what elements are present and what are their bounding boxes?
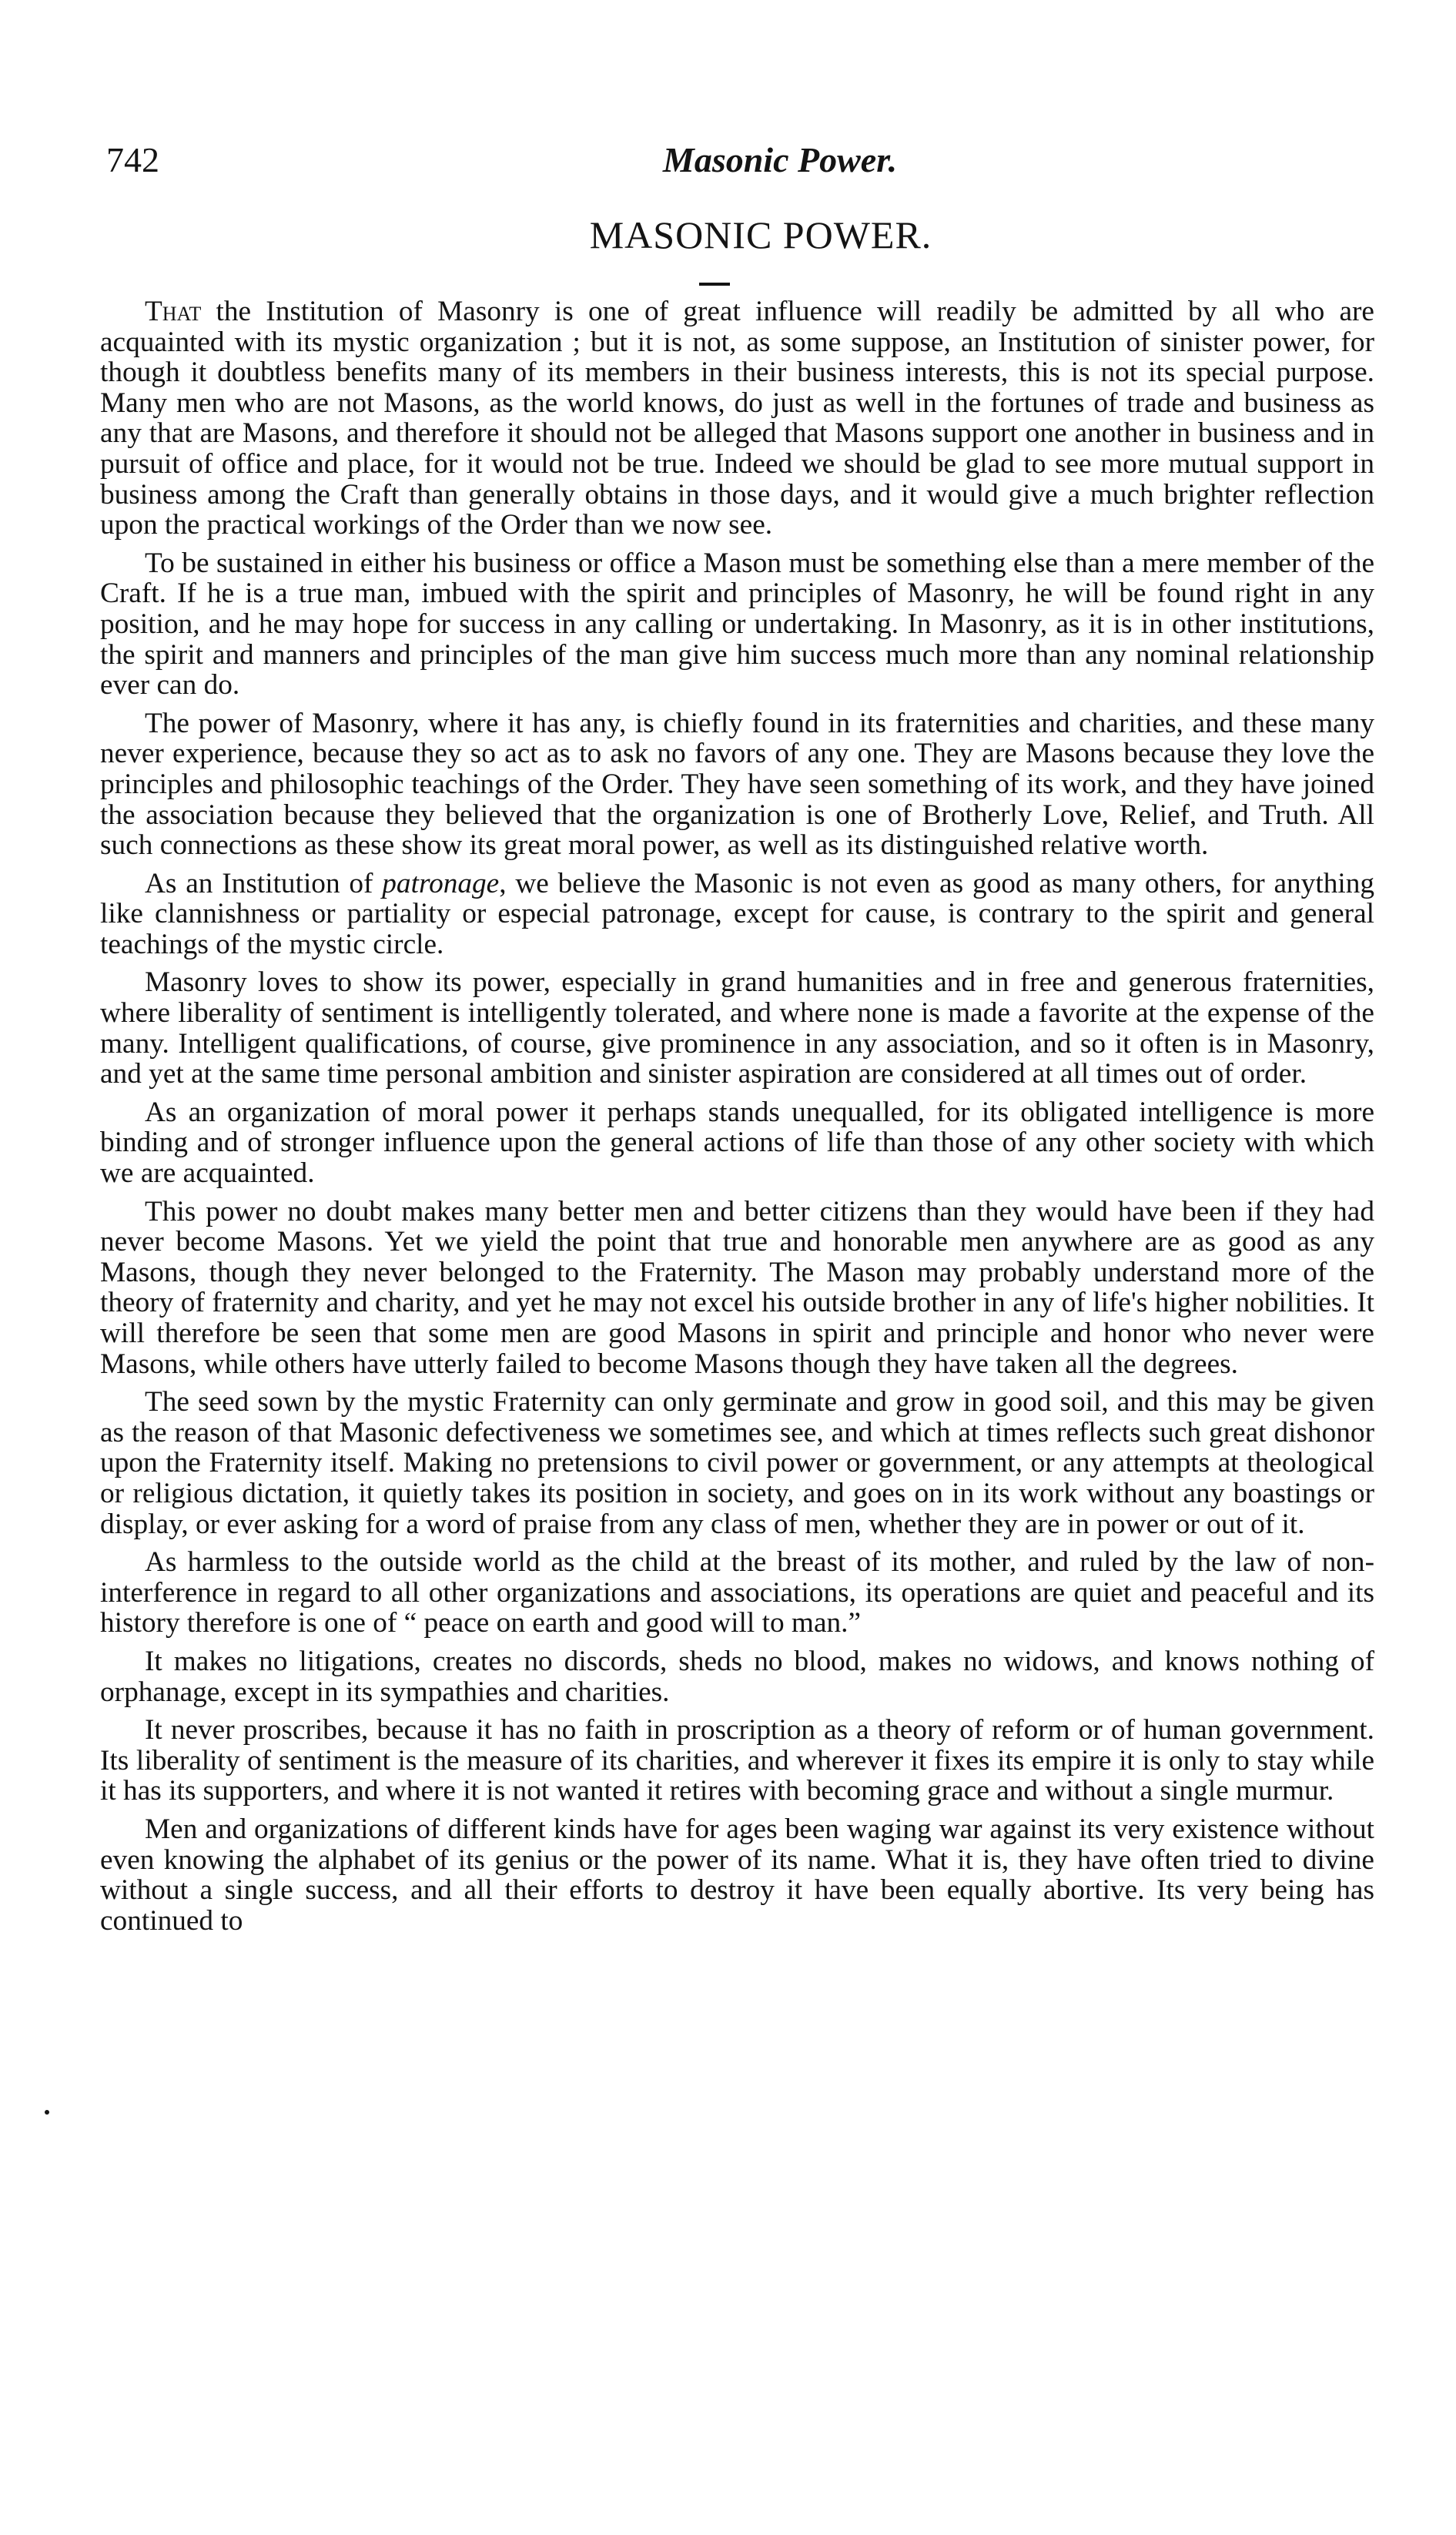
title-rule [699,283,730,286]
paragraph-1 [100,296,1374,541]
page-number: 742 [106,140,159,179]
margin-mark [45,2110,49,2115]
running-title: Masonic Power. [662,140,898,179]
paragraph-6: As an organization of moral power it perhaps stands unequalled, for its obligated intelligence is more binding and of stronger influence upon the general actions of life than those of any other society with which we are acquainted. [100,1096,1374,1190]
paragraph-4 [100,869,1374,960]
article-title: MASONIC POWER. [589,213,932,256]
article-body [100,296,1374,1944]
paragraph-11: It never proscribes, because it has no faith in proscription as a theory of reform or of human government. Its liberality of sentiment is the measure of its charities, and wherever it fixes its empire it is only to stay while it has its supporters, and where it is not wanted it retires with becoming grace and without a single murmur. [100,1714,1374,1807]
paragraph-7: This power no doubt makes many better men and better citizens than they would have been if they had never become Masons. Yet we yield the point that true and honorable men anywhere are as good as any Masons, though they never belonged to the Fraternity. The Mason may probably understand more of the theory of fraternity and charity, and yet he may not excel his outside brother in any of life's higher nobilities. It will therefore be seen that some men are good Masons in spirit and principle and honor who never were Masons, while others have utterly failed to become Masons though they have taken all the degrees. [100,1195,1374,1380]
running-head [106,137,1369,191]
paragraph-10: It makes no litigations, creates no discords, sheds no blood, makes no widows, and knows nothing of orphanage, except in its sympathies and charities. [100,1645,1374,1708]
paragraph-3: The power of Masonry, where it has any, is chiefly found in its fraternities and charities, and these many never experience, because they so act as to ask no favors of any one. They are Masons because they love the principles and philosophic teachings of the Order. They have seen something of its work, and they have joined the association because they believed that the organization is one of Brotherly Love, Relief, and Truth. All such connections as these show its great moral power, as well as its distinguished relative worth. [100,707,1374,862]
lead-word: That [145,296,202,327]
paragraph-5: Masonry loves to show its power, especially in grand humanities and in free and generous fraternities, where liberality of sentiment is intelligently tolerated, and where none is made a favorite at the expense of the many. Intelligent qualifications, of course, give prominence in any association, and so it often is in Masonry, and yet at the same time personal ambition and sinister aspiration are considered at all times out of order. [100,966,1374,1090]
paragraph-8: The seed sown by the mystic Fraternity can only germinate and grow in good soil, and this may be given as the reason of that Masonic defectiveness we sometimes see, and which at times reflects such great dishonor upon the Fraternity itself. Making no pretensions to civil power or government, or any attempts at theological or religious dictation, it quietly takes its position in society, and goes on in its work without any boastings or display, or ever asking for a word of praise from any class of men, whether they are in power or out of it. [100,1386,1374,1540]
paragraph-9: As harmless to the outside world as the child at the breast of its mother, and ruled by the law of non-interference in regard to all other organizations and associations, its operations are quiet and peaceful and its history therefore is one of “ peace on earth and good will to man.” [100,1546,1374,1639]
paragraph-4-text-before: As an Institution of [145,867,383,899]
paragraph-2: To be sustained in either his business or office a Mason must be something else than a mere member of the Craft. If he is a true man, imbued with the spirit and principles of Masonry, he will be found right in any position, and he may hope for success in any calling or undertaking. In Masonry, as it is in other institutions, the spirit and manners and principles of the man give him success much more than any nominal relationship ever can do. [100,547,1374,702]
paragraph-1-text: the Institution of Masonry is one of great influence will readily be admitted by all who are acquainted with its mystic organization ; but it is not, as some suppose, an Institution of sinister power, for though it doubtless benefits many of its members in their business interests, this is not its special purpose. Many men who are not Masons, as the world knows, do just as well in the fortunes of trade and business as any that are Masons, and therefore it should not be alleged that Masons support one another in business and in pursuit of office and place, for it would not be true. Indeed we should be glad to see more mutual support in business among the Craft than generally obtains in those days, and it would give a much brighter reflection upon the practical workings of the Order than we now see. [100,296,1374,541]
emphasis-patronage: patronage [382,867,500,899]
paragraph-12: Men and organizations of different kinds have for ages been waging war against its very existence without even knowing the alphabet of its genius or the power of its name. What it is, they have often tried to divine without a single success, and all their efforts to destroy it have been equally abortive. Its very being has continued to [100,1813,1374,1937]
paragraph-4-text-after: , we believe the Masonic is not even as good as many others, for anything like clannishness or partiality or especial patronage, except for cause, is contrary to the spirit and general teachings of the mystic circle. [100,867,1375,960]
